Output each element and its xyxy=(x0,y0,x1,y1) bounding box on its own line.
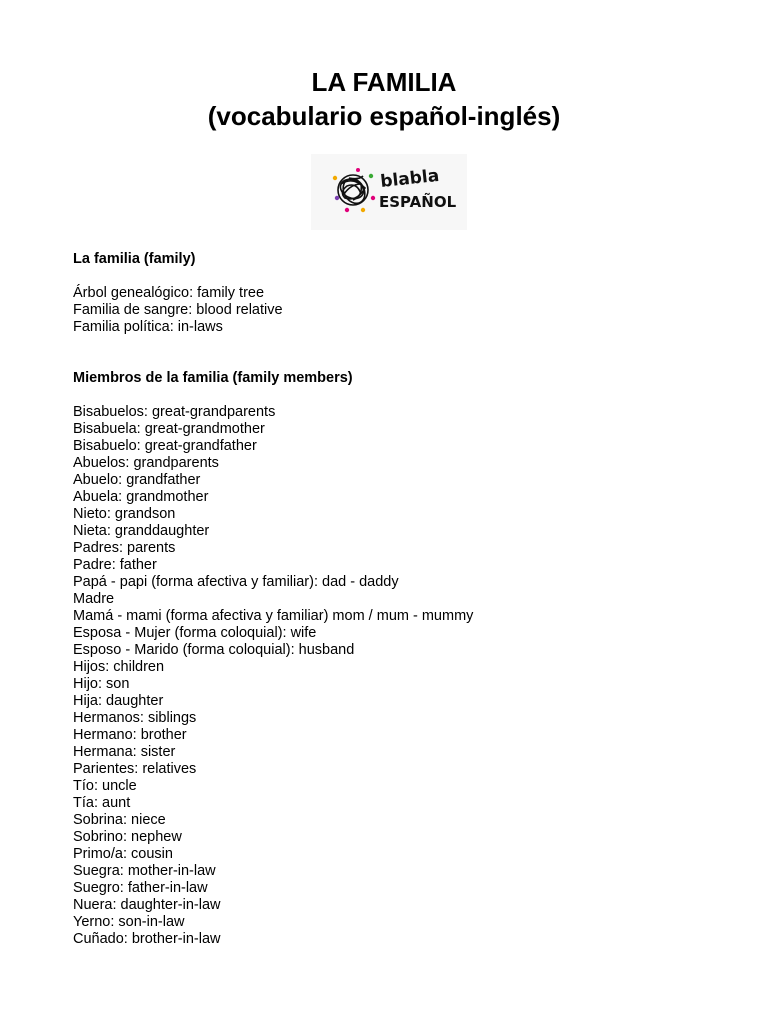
section-heading-family-members: Miembros de la familia (family members) xyxy=(73,370,353,386)
vocabulary-content xyxy=(73,251,713,948)
list-item: Hija: daughter xyxy=(73,693,164,709)
list-item: Sobrina: niece xyxy=(73,812,166,828)
list-item: Primo/a: cousin xyxy=(73,846,173,862)
list-item: Bisabuelos: great-grandparents xyxy=(73,404,276,420)
list-item: Abuela: grandmother xyxy=(73,489,209,505)
list-item: Papá - papi (forma afectiva y familiar): dad - daddy xyxy=(73,574,399,590)
logo-word-espanol: ESPAÑOL xyxy=(379,193,457,211)
list-item: Hijo: son xyxy=(73,676,130,692)
list-item: Árbol genealógico: family tree xyxy=(73,285,265,301)
logo-word-blabla: blabla xyxy=(379,165,441,192)
section-heading-family: La familia (family) xyxy=(73,251,196,267)
list-item: Nieta: granddaughter xyxy=(73,523,210,539)
list-item: Abuelo: grandfather xyxy=(73,472,201,488)
list-item: Parientes: relatives xyxy=(73,761,197,777)
list-item: Familia de sangre: blood relative xyxy=(73,302,283,318)
list-item: Suegro: father-in-law xyxy=(73,880,208,896)
list-item: Abuelos: grandparents xyxy=(73,455,219,471)
list-item: Padre: father xyxy=(73,557,157,573)
list-item: Yerno: son-in-law xyxy=(73,914,185,930)
page-subtitle: (vocabulario español-inglés) xyxy=(207,101,561,131)
list-item: Tío: uncle xyxy=(73,778,137,794)
logo-scribble-icon xyxy=(337,175,369,208)
list-item: Bisabuela: great-grandmother xyxy=(73,421,265,437)
page-title: LA FAMILIA xyxy=(311,67,457,97)
list-item: Hijos: children xyxy=(73,659,165,675)
list-item: Mamá - mami (forma afectiva y familiar) mom / mum - mummy xyxy=(73,608,474,624)
list-item: Nuera: daughter-in-law xyxy=(73,897,221,913)
blabla-espanol-logo xyxy=(311,154,467,230)
list-item: Hermanos: siblings xyxy=(73,710,197,726)
list-item: Cuñado: brother-in-law xyxy=(73,931,221,947)
list-item: Suegra: mother-in-law xyxy=(73,863,216,879)
list-item: Hermano: brother xyxy=(73,727,187,743)
list-item: Hermana: sister xyxy=(73,744,176,760)
list-item: Nieto: grandson xyxy=(73,506,176,522)
list-item: Tía: aunt xyxy=(73,795,131,811)
list-item: Bisabuelo: great-grandfather xyxy=(73,438,257,454)
title-block xyxy=(0,66,768,132)
list-item: Sobrino: nephew xyxy=(73,829,182,845)
list-item: Padres: parents xyxy=(73,540,176,556)
list-item: Familia política: in-laws xyxy=(73,319,223,335)
list-item: Esposo - Marido (forma coloquial): husband xyxy=(73,642,355,658)
logo-graphic xyxy=(311,154,467,230)
list-item: Esposa - Mujer (forma coloquial): wife xyxy=(73,625,317,641)
list-item: Madre xyxy=(73,591,115,607)
